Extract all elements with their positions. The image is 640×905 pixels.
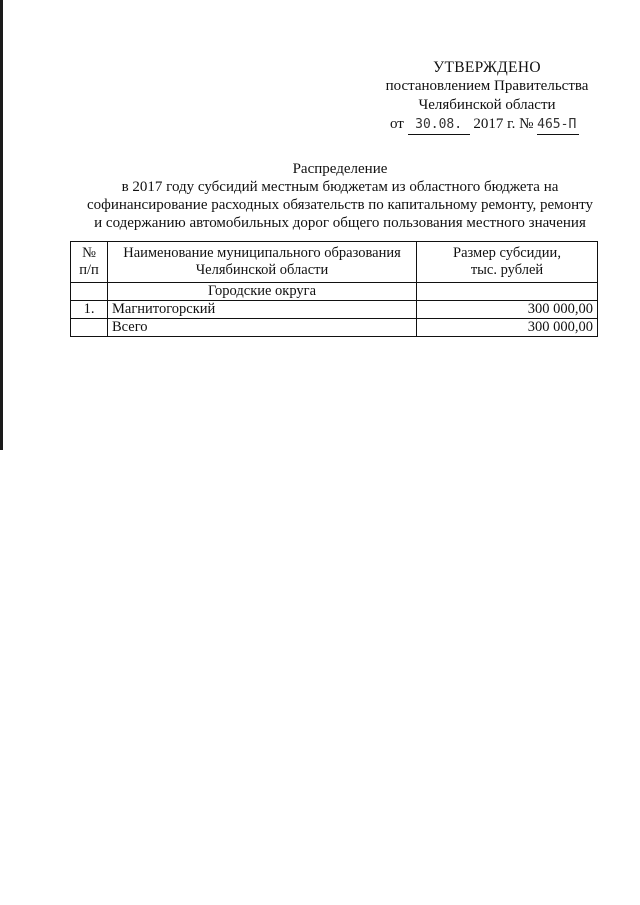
row-num: 1. bbox=[71, 301, 108, 319]
allocation-table bbox=[70, 241, 598, 337]
approval-title: УТВЕРЖДЕНО bbox=[433, 59, 541, 76]
total-row bbox=[71, 319, 598, 337]
approval-dateline bbox=[372, 115, 602, 135]
document-heading bbox=[60, 160, 620, 232]
approval-line-2: Челябинской области bbox=[418, 97, 556, 113]
header-num-line-1: № bbox=[82, 245, 96, 261]
document-subtitle-line-2: софинансирование расходных обязательств по капитальному ремонту, ремонту bbox=[86, 197, 594, 213]
approval-date: 30.08. bbox=[408, 115, 470, 135]
header-num bbox=[71, 242, 108, 283]
total-num-cell bbox=[71, 319, 108, 337]
approval-prefix: от bbox=[390, 116, 404, 132]
document-title: Распределение bbox=[292, 161, 388, 177]
approval-line-1: постановлением Правительства bbox=[385, 78, 589, 94]
approval-year: 2017 г. № bbox=[473, 116, 534, 132]
header-name bbox=[108, 242, 417, 283]
approval-number: 465-П bbox=[537, 115, 579, 135]
table-header-row bbox=[71, 242, 598, 283]
group-amount-cell bbox=[417, 283, 598, 301]
document-subtitle-line-1: в 2017 году субсидий местным бюджетам из областного бюджета на bbox=[121, 179, 559, 195]
group-label: Городские округа bbox=[108, 283, 417, 301]
row-name: Магнитогорский bbox=[108, 301, 417, 319]
header-name-line-2: Челябинской области bbox=[195, 262, 329, 278]
header-num-line-2: п/п bbox=[79, 262, 99, 278]
scan-edge-line bbox=[0, 0, 3, 450]
header-amount bbox=[417, 242, 598, 283]
group-num-cell bbox=[71, 283, 108, 301]
row-amount: 300 000,00 bbox=[417, 301, 598, 319]
group-row bbox=[71, 283, 598, 301]
header-name-line-1: Наименование муниципального образования bbox=[123, 245, 401, 261]
table-row bbox=[71, 301, 598, 319]
approval-stamp bbox=[372, 58, 602, 135]
header-amount-line-2: тыс. рублей bbox=[470, 262, 544, 278]
total-label: Всего bbox=[108, 319, 417, 337]
header-amount-line-1: Размер субсидии, bbox=[453, 245, 561, 261]
document-subtitle-line-3: и содержанию автомобильных дорог общего пользования местного значения bbox=[94, 215, 586, 231]
total-amount: 300 000,00 bbox=[417, 319, 598, 337]
